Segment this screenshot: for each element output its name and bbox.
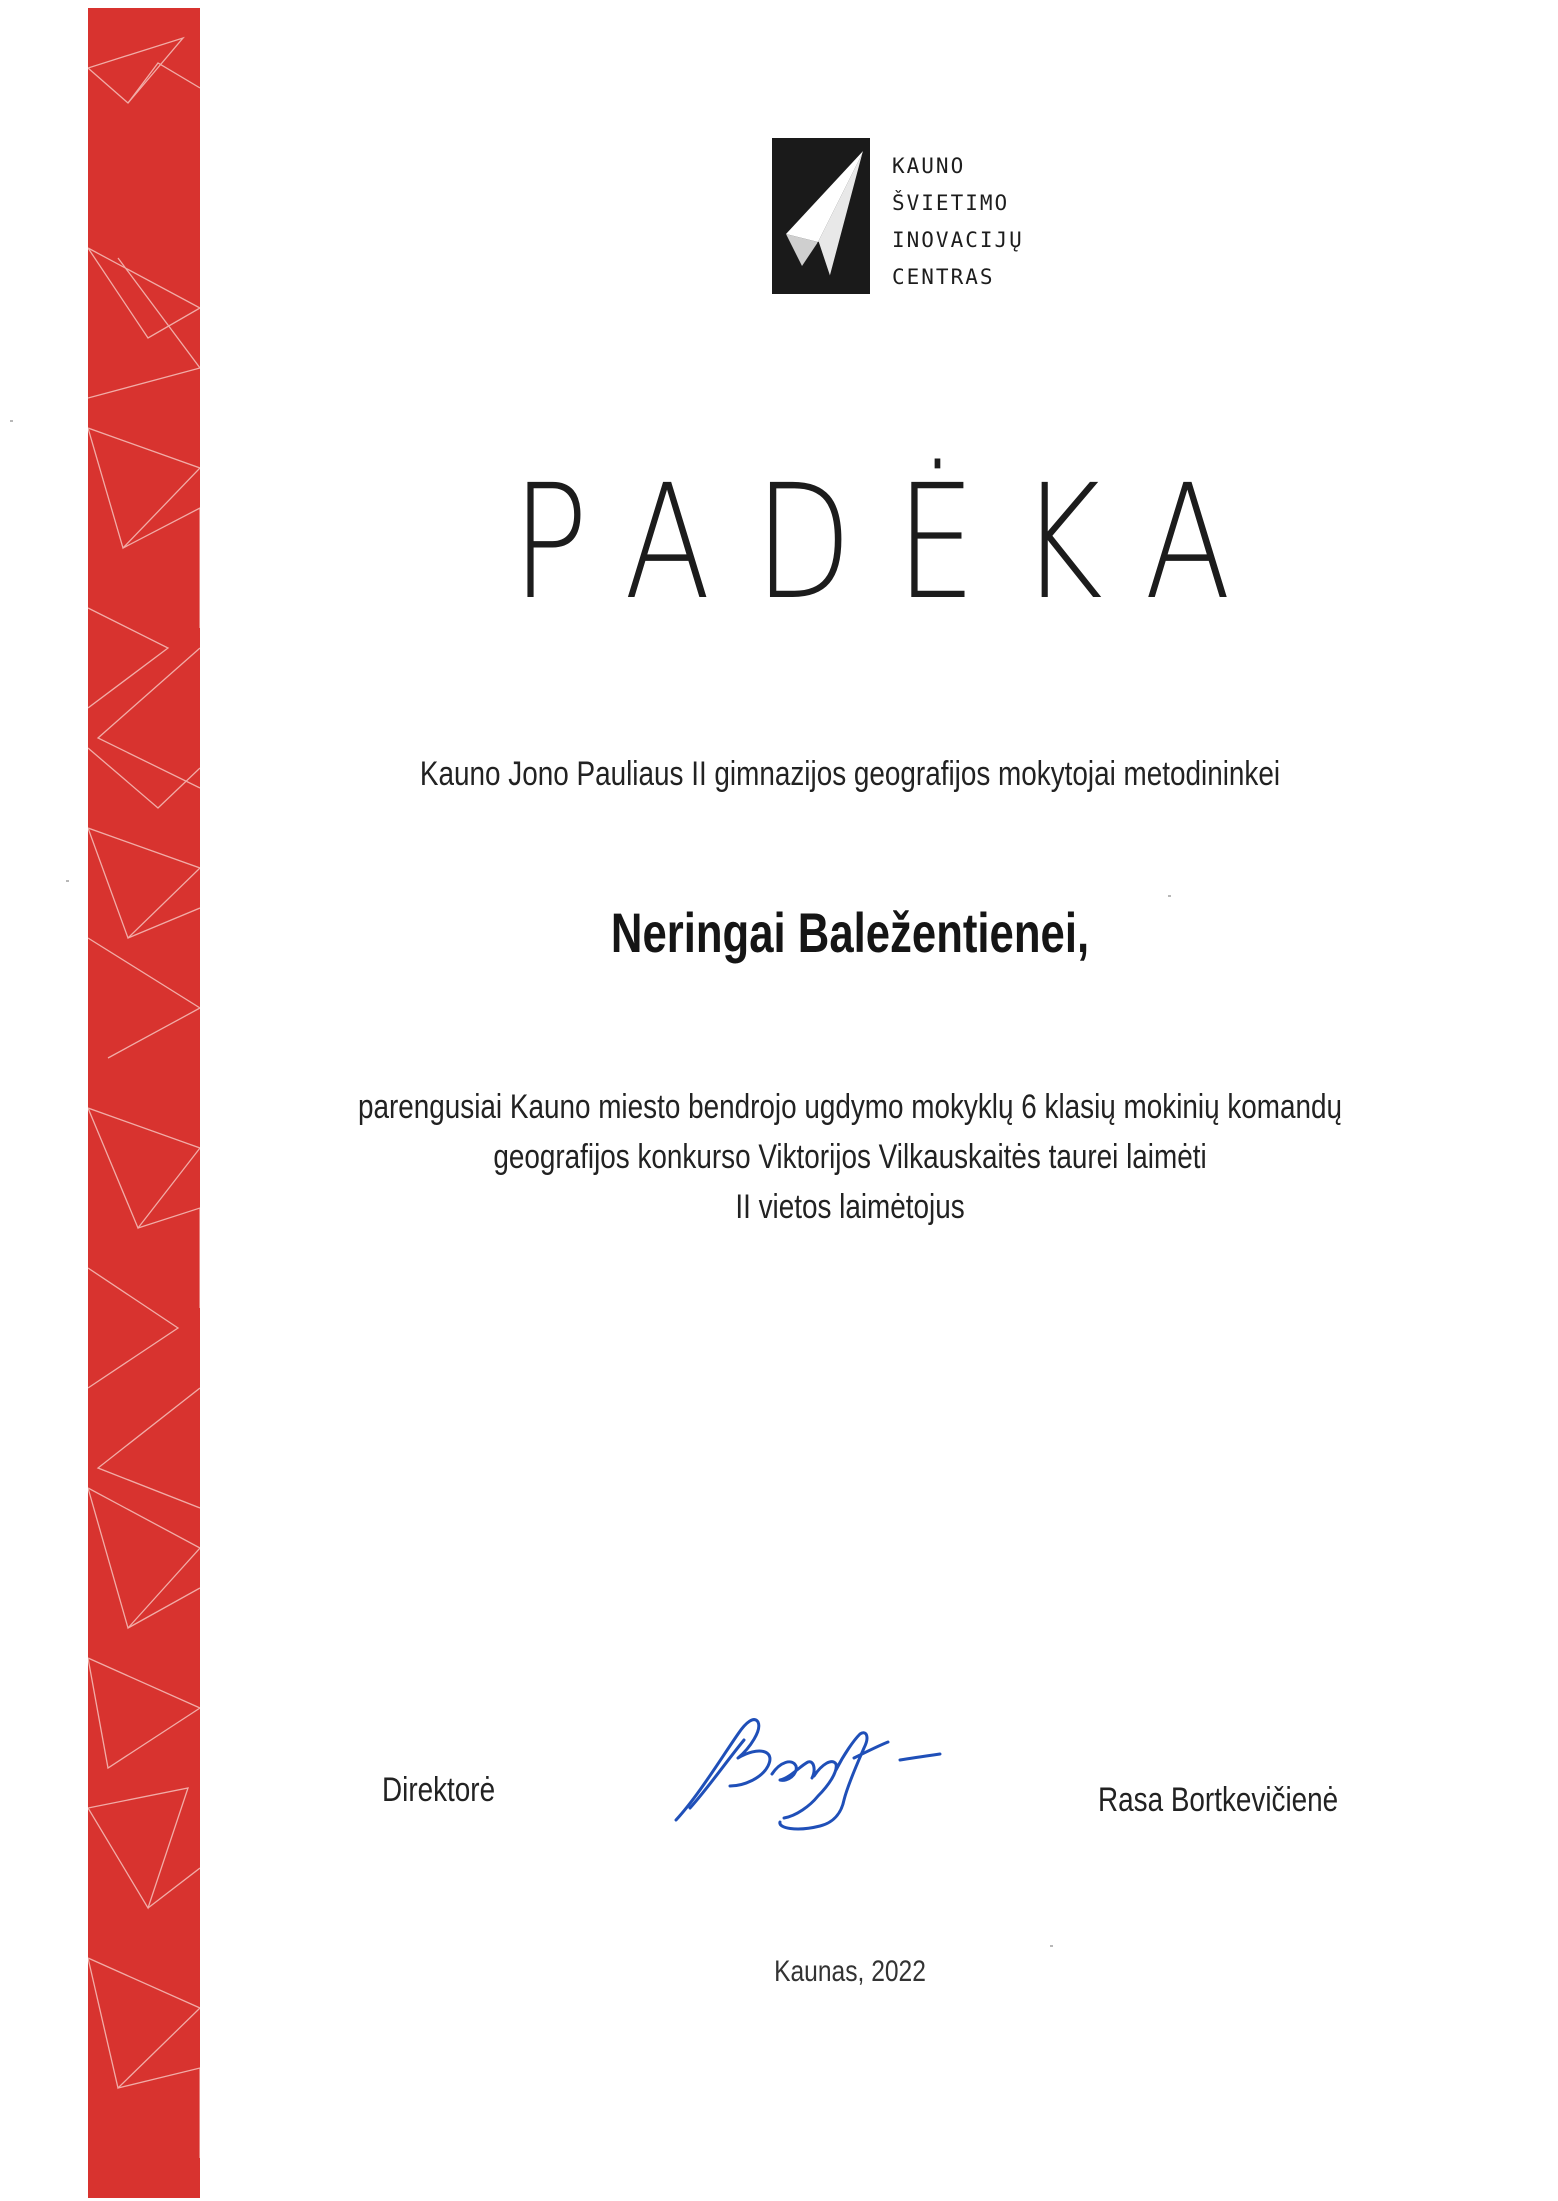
signatory-role: Direktorė: [382, 1771, 496, 1809]
scan-speck: [10, 420, 13, 422]
logo-line-4: CENTRAS: [892, 265, 995, 289]
decorative-red-band: [88, 8, 200, 2198]
paper-plane-pattern: [88, 8, 200, 2198]
organization-name: [892, 148, 1032, 296]
organization-logo: [772, 138, 1032, 298]
recipient-name: Neringai Baležentienei,: [610, 901, 1090, 964]
recipient-description: Kauno Jono Pauliaus II gimnazijos geografijos mokytojai metodininkei: [419, 755, 1281, 793]
logo-line-1: KAUNO: [892, 154, 966, 178]
place-and-date: Kaunas, 2022: [774, 1955, 926, 1988]
logo-line-3: INOVACIJŲ: [892, 228, 1024, 252]
award-reason: [342, 1082, 1359, 1232]
award-reason-line-3: II vietos laimėtojus: [735, 1188, 965, 1226]
scan-speck: [66, 880, 69, 882]
scan-speck: [1050, 1945, 1053, 1947]
handwritten-signature: [668, 1700, 948, 1840]
signatory-name: Rasa Bortkevičienė: [1098, 1781, 1339, 1819]
logo-line-2: ŠVIETIMO: [892, 191, 1010, 215]
award-reason-line-1: parengusiai Kauno miesto bendrojo ugdymo mokyklų 6 klasių mokinių komandų: [357, 1088, 1343, 1126]
scan-speck: [1168, 895, 1171, 897]
paper-plane-logo-icon: [772, 138, 870, 294]
award-reason-line-2: geografijos konkurso Viktorijos Vilkauskaitės taurei laimėti: [493, 1138, 1207, 1176]
certificate-title: PADĖKA: [512, 451, 1275, 635]
